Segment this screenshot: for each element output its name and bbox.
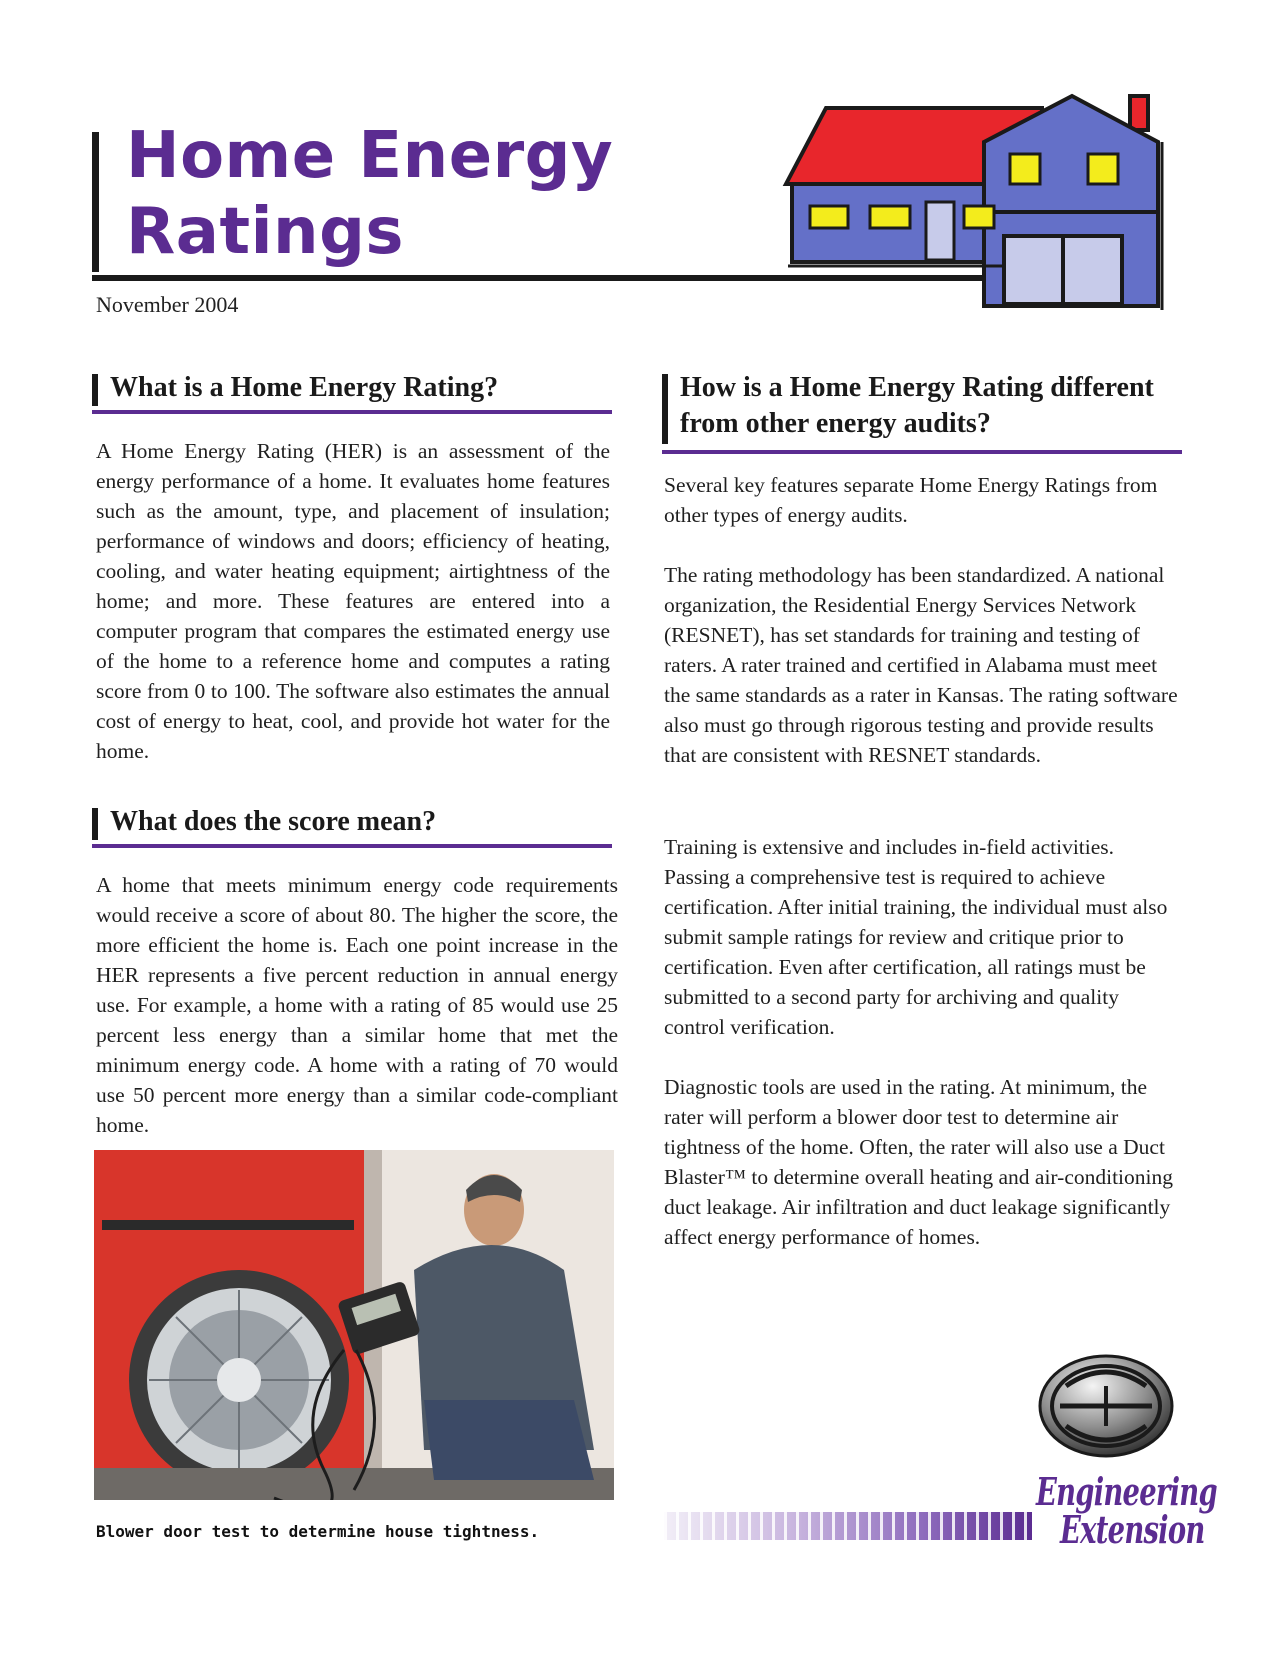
paragraph-training: Training is extensive and includes in-field activities. Passing a comprehensive test is required to achieve certification. After initial training, the individual must also submit sample ratings for review and critique prior to certification. Even after certification, all ratings must be submitted to a second party for archiving and quality control verification. (664, 835, 1168, 1039)
heading-tick (92, 374, 98, 406)
title-line-1: Home Energy (126, 119, 614, 193)
page-title (126, 118, 646, 270)
heading-how-different-line2: from other energy audits? (680, 408, 991, 439)
paragraph-methodology: The rating methodology has been standardized. A national organization, the Residential Energy Services Network (RESNET), has set standards for training and testing of raters. A rater trained and certified in Alabama must meet the same standards as a rater in Kansas. The rating software also must go through rigorous testing and provide results that are consistent with RESNET standards. (664, 563, 1178, 767)
logo-line-engineering: Engineering (1036, 1469, 1217, 1514)
heading-underline (92, 844, 612, 848)
heading-tick (662, 374, 668, 444)
heading-underline (92, 410, 612, 414)
engineering-extension-emblem (1036, 1352, 1176, 1460)
title-accent-bar (92, 132, 99, 272)
section-heading-score (92, 804, 612, 848)
title-line-2: Ratings (126, 195, 404, 269)
logo-line-extension: Extension (1060, 1507, 1205, 1552)
paragraph-intro: Several key features separate Home Energy Ratings from other types of energy audits. (664, 473, 1158, 527)
paragraph-score-meaning: A home that meets minimum energy code requirements would receive a score of about 80. The higher the score, the more efficient the home is. Each one point increase in the HER represents a five percent reduction in annual energy use. For example, a home with a rating of 85 would use 25 percent less energy than a similar home that met the minimum energy code. A home with a rating of 70 would use 50 percent more energy than a similar code-compliant home. (96, 873, 618, 1137)
footer-gradient-bar (664, 1512, 1032, 1540)
heading-tick (92, 808, 98, 840)
blower-door-photo (94, 1150, 614, 1500)
publication-date: November 2004 (96, 292, 239, 317)
section-heading-different (662, 370, 1182, 456)
paragraph-diagnostics: Diagnostic tools are used in the rating. At minimum, the rater will perform a blower door test to determine air tightness of the home. Often, the rater will also use a Duct Blaster™ to determine overall heating and air-conditioning duct leakage. Air infiltration and duct leakage significantly affect energy performance of homes. (664, 1075, 1174, 1249)
photo-caption: Blower door test to determine house tightness. (96, 1522, 540, 1541)
heading-how-different-line1: How is a Home Energy Rating different (680, 372, 1154, 403)
paragraph-what-is-her: A Home Energy Rating (HER) is an assessment of the energy performance of a home. It evaluates home features such as the amount, type, and placement of insulation; performance of windows and doors; efficiency of heating, cooling, and water heating equipment; airtightness of the home; and more. These features are entered into a computer program that compares the estimated energy use of the home to a reference home and computes a rating score from 0 to 100. The software also estimates the annual cost of energy to heat, cool, and provide hot water for the home. (96, 439, 610, 763)
heading-what-is-her: What is a Home Energy Rating? (110, 372, 499, 403)
section-heading-what-is (92, 370, 612, 414)
heading-score-meaning: What does the score mean? (110, 806, 437, 837)
heading-underline (662, 450, 1182, 454)
house-illustration (780, 92, 1200, 316)
heading-how-different (680, 370, 1154, 442)
